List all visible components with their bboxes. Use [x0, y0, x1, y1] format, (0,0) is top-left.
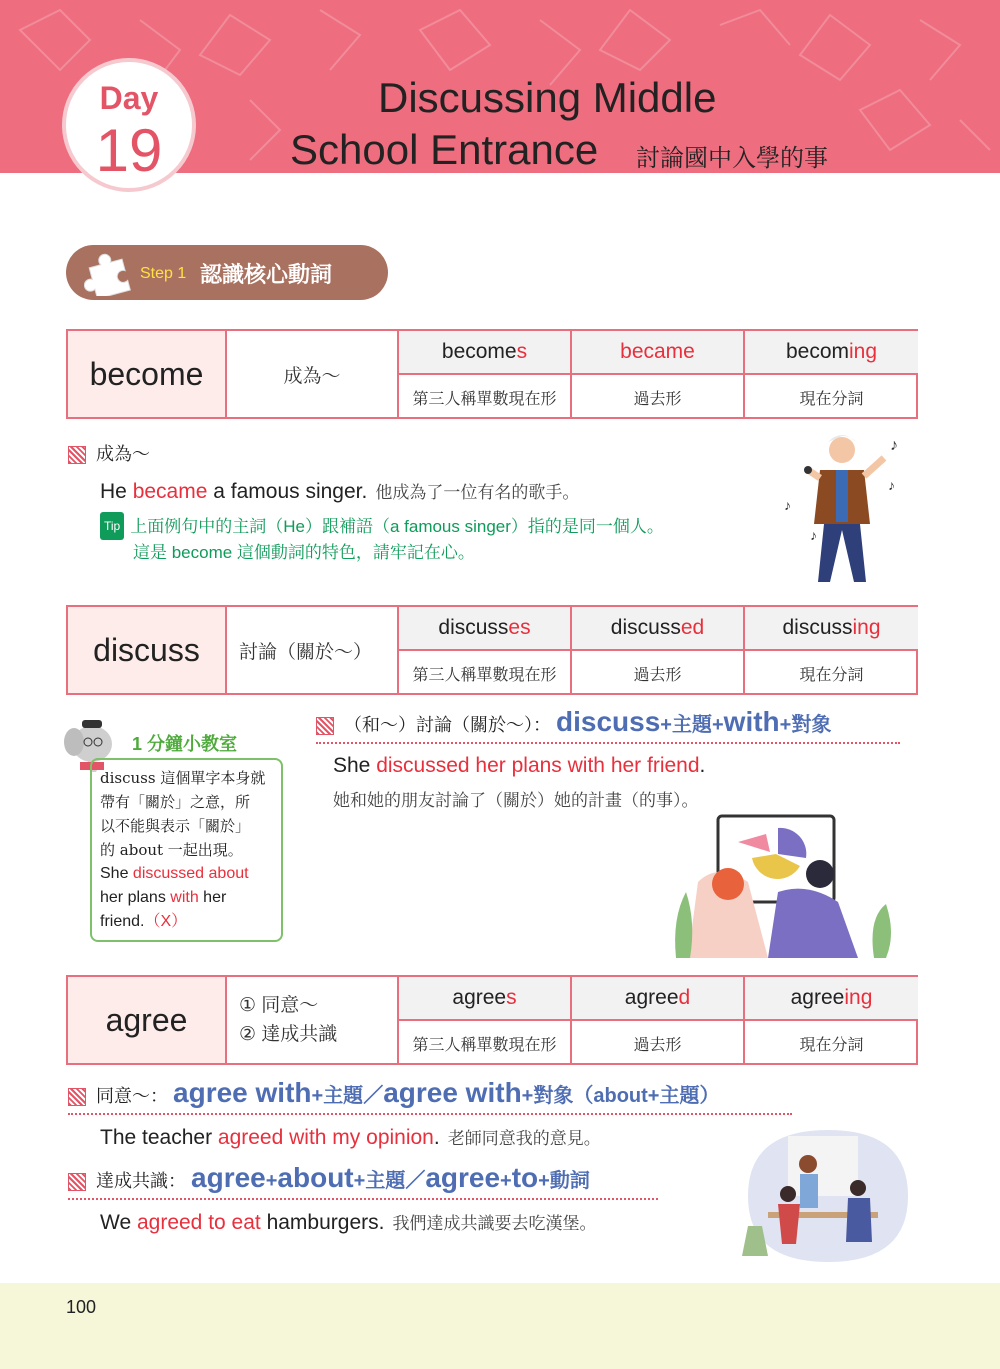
svg-text:♪: ♪	[810, 527, 817, 543]
verb-meaning-1: ① 同意～	[239, 995, 319, 1016]
agree-example-1: The teacher agreed with my opinion. 老師同意我的意見。	[100, 1126, 601, 1149]
step-title: 認識核心動詞	[200, 262, 333, 287]
hatch-marker-icon	[68, 1088, 86, 1106]
verb-table-discuss	[66, 605, 918, 695]
label-present-participle: 現在分詞	[799, 666, 864, 684]
day-badge	[62, 58, 196, 192]
discuss-sense: （和～）討論（關於～）： discuss+主題+with+對象	[316, 706, 900, 744]
hatch-marker-icon	[68, 1173, 86, 1191]
discuss-example: She discussed her plans with her friend.	[333, 754, 706, 777]
page-title-line2: School Entrance	[290, 126, 599, 173]
agree-example-2: We agreed to eat hamburgers. 我們達成共識要去吃漢堡。	[100, 1211, 597, 1234]
agree-sense-1: 同意～： agree with+主題／agree with+對象（about+主題）	[68, 1077, 792, 1115]
agree-sense-2: 達成共識： agree+about+主題／agree+to+動詞	[68, 1162, 658, 1200]
mini-class-title: 1 分鐘小教室	[132, 734, 238, 754]
svg-text:♪: ♪	[888, 477, 895, 493]
page-footer	[0, 1283, 1000, 1369]
page-title-line1: Discussing Middle	[378, 74, 717, 121]
form-past: agree d	[572, 977, 745, 1021]
become-sense: 成為～	[68, 440, 150, 466]
label-present-participle: 現在分詞	[799, 1036, 864, 1054]
form-present-participle: becom ing	[745, 331, 918, 375]
verb-word: discuss	[68, 607, 227, 693]
verb-word: agree	[68, 977, 227, 1063]
svg-text:♪: ♪	[784, 497, 791, 513]
discuss-example-zh: 她和她的朋友討論了（關於）她的計畫（的事）。	[333, 791, 699, 810]
label-third-person: 第三人稱單數現在形	[399, 375, 572, 419]
mini-class-box: discuss 這個單字本身就 帶有「關於」之意，所 以不能與表示「關於」 的 about 一起出現。 She discussed about her plans with her friend.（X）	[90, 758, 283, 942]
verb-meaning: 討論（關於～）	[227, 607, 399, 693]
cafe-illustration	[728, 1126, 914, 1264]
day-number: 19	[95, 117, 163, 184]
hatch-marker-icon	[68, 446, 86, 464]
form-present-participle: discuss ing	[745, 607, 918, 651]
form-past: discuss ed	[572, 607, 745, 651]
day-label: Day	[99, 80, 159, 116]
verb-word: become	[68, 331, 227, 417]
label-third-person: 第三人稱單數現在形	[399, 651, 572, 695]
label-past: 過去形	[572, 1021, 745, 1065]
verb-table-agree	[66, 975, 918, 1065]
singer-illustration	[780, 430, 910, 590]
label-past: 過去形	[572, 651, 745, 695]
tip-badge: Tip	[100, 512, 124, 540]
page-title-zh: 討論國中入學的事	[636, 145, 828, 172]
svg-text:♪: ♪	[890, 437, 898, 454]
tip-note: Tip 上面例句中的主詞（He）跟補語（a famous singer）指的是同一個人。 這是 become 這個動詞的特色，請牢記在心。	[100, 512, 664, 566]
discussion-illustration	[668, 812, 904, 958]
verb-meaning	[227, 977, 399, 1063]
form-past: became	[572, 331, 745, 375]
page-number: 100	[66, 1297, 97, 1317]
form-present-participle: agree ing	[745, 977, 918, 1021]
become-example: He became a famous singer. 他成為了一位有名的歌手。	[100, 480, 580, 503]
verb-meaning: 成為～	[227, 331, 399, 417]
form-third-person: discuss es	[399, 607, 572, 651]
label-past: 過去形	[572, 375, 745, 419]
label-third-person: 第三人稱單數現在形	[399, 1021, 572, 1065]
label-present-participle: 現在分詞	[799, 390, 864, 408]
step-label: Step 1	[140, 265, 187, 282]
form-third-person: agree s	[399, 977, 572, 1021]
verb-meaning-2: ② 達成共識	[239, 1024, 338, 1045]
form-third-person: become s	[399, 331, 572, 375]
hatch-marker-icon	[316, 717, 334, 735]
verb-table-become	[66, 329, 918, 419]
puzzle-icon	[84, 240, 140, 296]
